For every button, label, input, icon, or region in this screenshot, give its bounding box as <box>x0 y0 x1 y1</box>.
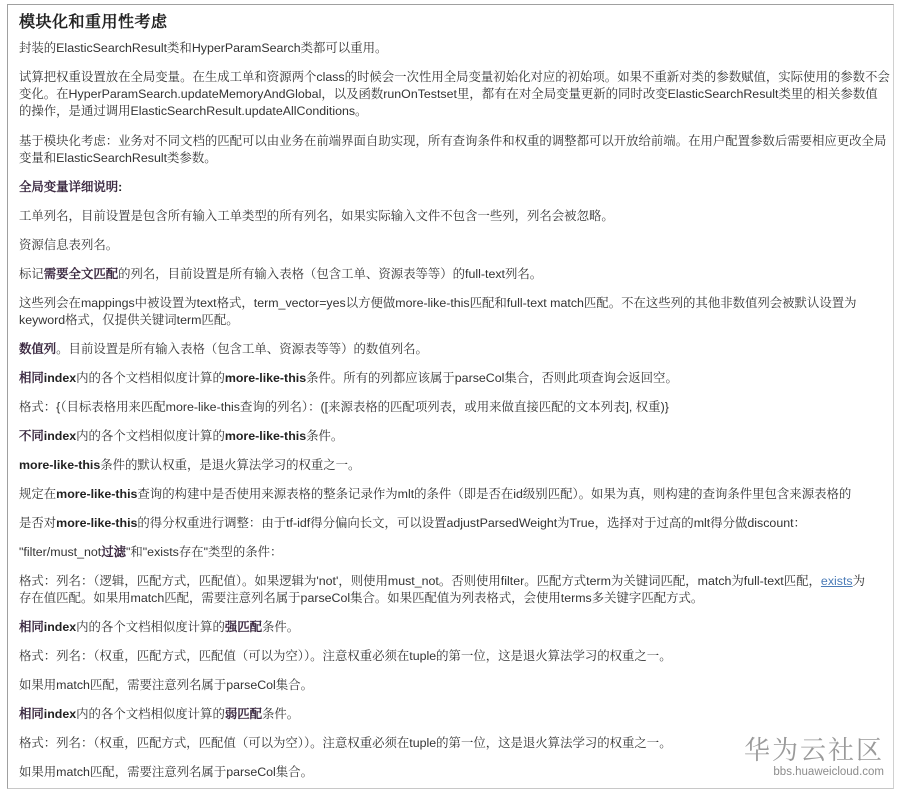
text: 内的各个文档相似度计算的 <box>76 707 225 721</box>
text: 为 <box>852 574 865 588</box>
bold-text: 强匹配 <box>224 620 263 634</box>
bold-text: more-like-this <box>224 371 307 385</box>
text: "和"exists存在"类型的条件： <box>126 545 283 559</box>
subheading-text: 全局变量详细说明 <box>19 180 119 194</box>
text: 是否对 <box>19 516 57 530</box>
paragraph-fulltext-columns <box>19 266 542 284</box>
paragraph-line: 变量和ElasticSearchResult类参数。 <box>19 151 217 165</box>
paragraph-line: 存在值匹配。如果用match匹配，需要注意列名属于parseCol集合。如果匹配值为列表格式，会使用terms多关键字匹配方式。 <box>19 591 704 605</box>
text: 条件。 <box>306 429 344 443</box>
paragraph-line: 变化。在HyperParamSearch.updateMemoryAndGlobal，以及函数runOnTestset里，都有在对全局变量更新的同时改变ElasticSearchResult类里的相关参数值 <box>19 87 878 101</box>
text: 条件。 <box>262 620 300 634</box>
paragraph-reuse: 封装的ElasticSearchResult类和HyperParamSearch类都可以重用。 <box>19 41 388 55</box>
subheading-global-vars <box>19 179 122 197</box>
paragraph-filter-exists <box>19 544 282 562</box>
bold-text: more-like-this <box>224 429 307 443</box>
text: 查询的构建中是否使用来源表格的整条记录作为mlt的条件（即是否在id级别匹配）。如果为真，则构建的查询条件里包含来源表格的 <box>137 487 852 501</box>
text: 。目前设置是所有输入表格（包含工单、资源表等等）的数值列名。 <box>56 342 428 356</box>
paragraph-numeric-columns <box>19 341 428 359</box>
bold-text: more-like-this <box>56 487 138 501</box>
text: 条件的默认权重，是退火算法学习的权重之一。 <box>100 458 361 472</box>
subheading-colon: : <box>118 180 123 194</box>
bold-text: more-like-this <box>56 516 138 530</box>
bold-text: 过滤 <box>101 545 126 559</box>
bold-text: 弱匹配 <box>224 707 263 721</box>
paragraph-resource-columns: 资源信息表列名。 <box>19 238 119 252</box>
exists-link[interactable]: exists <box>820 574 853 588</box>
bold-text: more-like-this <box>19 458 101 472</box>
watermark-url: bbs.huaweicloud.com <box>773 766 884 778</box>
paragraph-strong-format: 格式：列名：（权重，匹配方式，匹配值（可以为空））。注意权重必须在tuple的第一位，这是退火算法学习的权重之一。 <box>19 649 672 663</box>
text: 内的各个文档相似度计算的 <box>76 429 225 443</box>
bold-text: 相同 <box>19 371 44 385</box>
text: 规定在 <box>19 487 57 501</box>
paragraph-line: keyword格式，仅提供关键词term匹配。 <box>19 313 239 327</box>
paragraph-diff-index-mlt <box>19 428 343 446</box>
text: 格式：列名：（逻辑，匹配方式，匹配值）。如果逻辑为'not'，则使用must_not。否则使用filter。匹配方式term为关键词匹配，match为full-text匹配， <box>19 574 821 588</box>
paragraph-ticket-columns: 工单列名，目前设置是包含所有输入工单类型的所有列名，如果实际输入文件不包含一些列，列名会被忽略。 <box>19 209 614 223</box>
bold-text: index <box>43 371 77 385</box>
paragraph-mlt-score-adjust <box>19 515 806 533</box>
paragraph-mlt-whole-record <box>19 486 851 504</box>
watermark <box>744 735 884 779</box>
text: 内的各个文档相似度计算的 <box>76 620 225 634</box>
text: "filter/must_not <box>19 545 102 559</box>
text: 内的各个文档相似度计算的 <box>76 371 225 385</box>
paragraph-weak-format: 格式：列名：（权重，匹配方式，匹配值（可以为空））。注意权重必须在tuple的第一位，这是退火算法学习的权重之一。 <box>19 736 672 750</box>
bold-text: index <box>43 429 77 443</box>
paragraph-line: 的操作，是通过调用ElasticSearchResult.updateAllConditions。 <box>19 104 368 118</box>
bold-text: 数值列 <box>19 342 57 356</box>
paragraph-line: 基于模块化考虑：业务对不同文档的匹配可以由业务在前端界面自助实现，所有查询条件和权重的调整都可以开放给前端。在用户配置参数后需要相应更改全局 <box>19 134 887 148</box>
bold-text: 相同 <box>19 620 44 634</box>
paragraph-mlt-default-weight <box>19 457 360 475</box>
paragraph-strong-note: 如果用match匹配，需要注意列名属于parseCol集合。 <box>19 678 313 692</box>
document-frame <box>7 4 894 789</box>
text: 标记 <box>19 267 44 281</box>
paragraph-strong-match <box>19 619 299 637</box>
paragraph-weak-note: 如果用match匹配，需要注意列名属于parseCol集合。 <box>19 765 313 779</box>
text: 的得分权重进行调整：由于tf-idf得分偏向长文，可以设置adjustParsedWeight为True，选择对于过高的mlt得分做discount： <box>137 516 806 530</box>
bold-text: 不同 <box>19 429 44 443</box>
watermark-brand: 华为云社区 <box>743 735 884 765</box>
paragraph-line: 试算把权重设置放在全局变量。在生成工单和资源两个class的时候会一次性用全局变量初始化对应的初始项。如果不重新对类的参数赋值，实际使用的参数不会 <box>19 70 890 84</box>
paragraph-weak-match <box>19 706 299 724</box>
paragraph-mlt-format: 格式：{（目标表格用来匹配more-like-this查询的列名）：([来源表格的匹配项列表，或用来做直接匹配的文本列表], 权重)} <box>19 400 669 414</box>
paragraph-line <box>19 573 865 591</box>
paragraph-same-index-mlt <box>19 370 678 388</box>
bold-text: 相同 <box>19 707 44 721</box>
text: 条件。所有的列都应该属于parseCol集合，否则此项查询会返回空。 <box>306 371 678 385</box>
paragraph-line: 这些列会在mappings中被设置为text格式，term_vector=yes以方便做more-like-this匹配和full-text match匹配。不在这些列的其他非数值列会被默认设置为 <box>19 296 857 310</box>
bold-text: index <box>43 620 77 634</box>
section-title: 模块化和重用性考虑 <box>19 14 168 31</box>
bold-text: 需要全文匹配 <box>43 267 119 281</box>
text: 条件。 <box>262 707 300 721</box>
bold-text: index <box>43 707 77 721</box>
text: 的列名，目前设置是所有输入表格（包含工单、资源表等等）的full-text列名。 <box>118 267 543 281</box>
